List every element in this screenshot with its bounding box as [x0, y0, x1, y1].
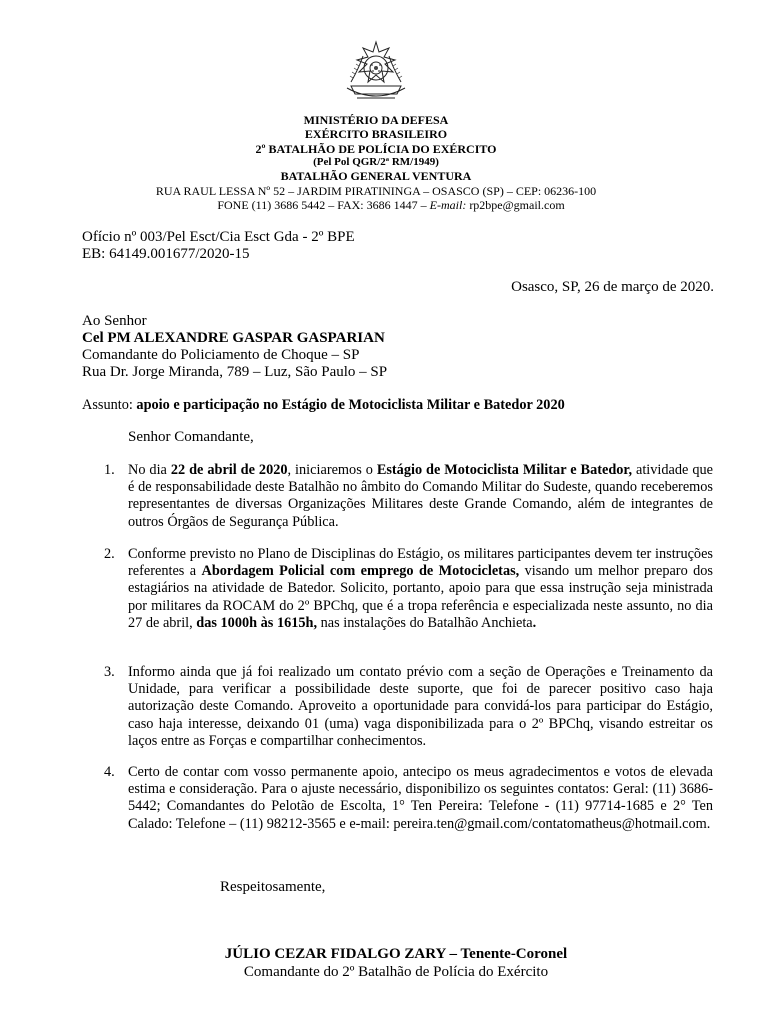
email-label: E-mail:	[429, 198, 467, 213]
addressee-block	[82, 313, 387, 381]
letterhead-contact	[60, 198, 692, 212]
signatory-name: JÚLIO CEZAR FIDALGO ZARY – Tenente-Coronel	[224, 946, 568, 962]
addressee-address: Rua Dr. Jorge Miranda, 789 – Luz, São Paulo – SP	[82, 364, 388, 380]
closing-salutation: Respeitosamente,	[220, 879, 326, 895]
paragraph-4	[104, 764, 713, 833]
paragraph-2	[104, 546, 713, 632]
greeting: Senhor Comandante,	[128, 429, 254, 445]
letterhead-address: RUA RAUL LESSA Nº 52 – JARDIM PIRATININGA – OSASCO (SP) – CEP: 06236-100	[155, 183, 597, 198]
army-line: EXÉRCITO BRASILEIRO	[304, 127, 448, 142]
phone-fax: FONE (11) 3686 5442 – FAX: 3686 1447 –	[217, 198, 430, 213]
paragraph-number: 2.	[104, 546, 115, 562]
letterhead	[60, 113, 692, 212]
paragraph-number: 4.	[104, 764, 115, 780]
eb-number: EB: 64149.001677/2020-15	[82, 246, 250, 262]
battalion-name-line: BATALHÃO GENERAL VENTURA	[280, 169, 472, 184]
addressee-salutation: Ao Senhor	[82, 313, 147, 329]
paragraph-number: 3.	[104, 664, 115, 680]
paragraph-body: Informo ainda que já foi realizado um contato prévio com a seção de Operações e Treinamento da Unidade, para verificar a possibilidade deste suporte, que foi de parecer positivo caso haja autorização deste Comando. Aproveito a oportunidade para convidá-los para participar do Estágio, caso haja interesse, deixando 01 (uma) vaga disponibilizada para o 2º BPChq, visando estreitar os laços entre as Forças e compartilhar conhecimentos.	[128, 664, 713, 749]
addressee-role: Comandante do Policiamento de Choque – SP	[82, 347, 360, 363]
oficio-number: Ofício nº 003/Pel Esct/Cia Esct Gda - 2º BPE	[82, 229, 355, 245]
ministry-line: MINISTÉRIO DA DEFESA	[303, 113, 449, 127]
email-address: rp2bpe@gmail.com	[466, 198, 565, 213]
paragraph-number: 1.	[104, 462, 115, 478]
platoon-line: (Pel Pol QGR/2ª RM/1949)	[313, 156, 439, 169]
subject-line	[82, 397, 565, 414]
paragraph-3	[104, 664, 713, 750]
document-date: Osasco, SP, 26 de março de 2020.	[511, 279, 714, 295]
subject-label: Assunto:	[82, 397, 137, 413]
signatory-role: Comandante do 2º Batalhão de Polícia do Exército	[243, 964, 549, 980]
addressee-name: Cel PM ALEXANDRE GASPAR GASPARIAN	[82, 330, 385, 346]
paragraph-body: No dia 22 de abril de 2020, iniciaremos o Estágio de Motociclista Militar e Batedor, atividade que é de responsabilidade deste Batalhão no âmbito do Comando Militar do Sudeste, quando receberemos representantes de diversas Organizações Militares deste Grande Comando, além de integrantes de outros Órgãos de Segurança Pública.	[128, 462, 713, 530]
subject-text: apoio e participação no Estágio de Motociclista Militar e Batedor 2020	[136, 397, 565, 413]
paragraph-1	[104, 462, 713, 531]
paragraph-body: Conforme previsto no Plano de Disciplinas do Estágio, os militares participantes devem ter instruções referentes a Abordagem Policial com emprego de Motocicletas, visando um melhor preparo dos estagiários na atividade de Batedor. Solicito, portanto, apoio para que essa instrução seja ministrada por militares da ROCAM do 2º BPChq, que é a tropa referência e especializada neste assunto, no dia 27 de abril, das 1000h às 1615h, nas instalações do Batalhão Anchieta.	[128, 546, 713, 631]
battalion-line: 2º BATALHÃO DE POLÍCIA DO EXÉRCITO	[255, 141, 497, 156]
document-reference	[82, 229, 355, 263]
paragraph-body: Certo de contar com vosso permanente apoio, antecipo os meus agradecimentos e votos de elevada estima e consideração. Para o ajuste necessário, disponibilizo os seguintes contatos: Geral: (11) 3686-5442; Comandantes do Pelotão de Escolta, 1° Ten Pereira: Telefone - (11) 97714-1685 e 2° Ten Calado: Telefone – (11) 98212-3565 e e-mail: pereira.ten@gmail.com/contatomatheus@hotmail.com.	[128, 764, 713, 832]
coat-of-arms-emblem	[337, 38, 415, 106]
